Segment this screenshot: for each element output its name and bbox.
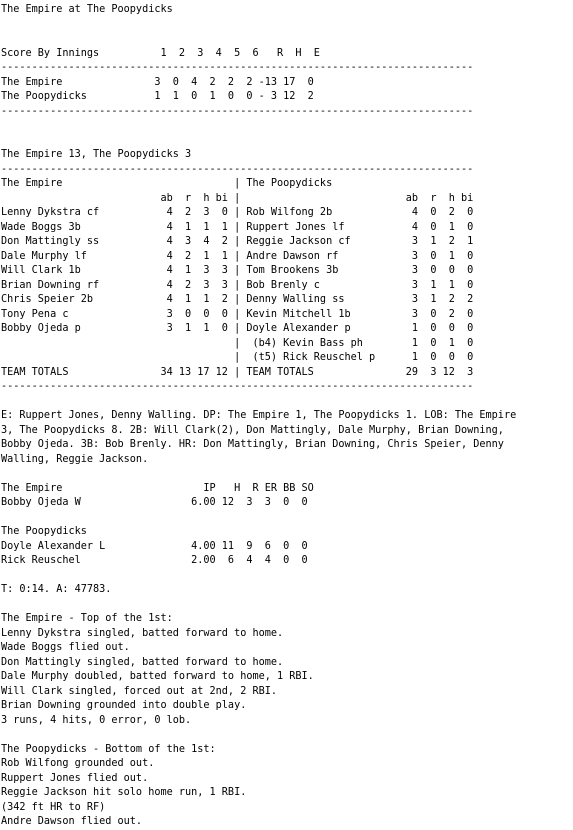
text-line: | (b4) Kevin Bass ph 1 0 1 0 — [1, 337, 474, 349]
blank-line — [1, 18, 516, 33]
text-line: 3 runs, 4 hits, 0 error, 0 lob. — [1, 714, 192, 726]
text-line: Will Clark 1b 4 1 3 3 | Tom Brookens 3b 3 0 0 0 — [1, 265, 474, 276]
blank-line — [1, 467, 516, 482]
text-line: 3, The Poopydicks 8. 2B: Will Clark(2), Don Mattingly, Dale Murphy, Brian Downing, — [1, 424, 504, 436]
text-line: Dale Murphy lf 4 2 1 1 | Andre Dawson rf 3 0 1 0 — [1, 250, 474, 262]
text-line: Score By Innings 1 2 3 4 5 6 R H E — [1, 47, 320, 59]
text-line: The Empire - Top of the 1st: — [1, 613, 173, 624]
text-line: Don Mattingly ss 4 3 4 2 | Reggie Jackson cf 3 1 2 1 — [1, 236, 474, 247]
text-line: Brian Downing rf 4 2 3 3 | Bob Brenly c 3 1 1 0 — [1, 279, 474, 291]
text-line: ab r h bi | ab r h bi — [1, 192, 474, 204]
text-line: The Empire 3 0 4 2 2 2 -13 17 0 — [1, 76, 314, 88]
text-line: The Empire IP H R ER BB SO — [1, 482, 314, 494]
text-line: The Poopydicks - Bottom of the 1st: — [1, 743, 216, 755]
text-line: The Empire | The Poopydicks — [1, 178, 333, 189]
text-line: (342 ft HR to RF) — [1, 801, 106, 813]
text-line: T: 0:14. A: 47783. — [1, 584, 112, 595]
blank-line — [1, 395, 516, 410]
text-line: Reggie Jackson hit solo home run, 1 RBI. — [1, 787, 247, 798]
text-line: Lenny Dykstra cf 4 2 3 0 | Rob Wilfong 2b 4 0 2 0 — [1, 207, 474, 218]
text-line: Walling, Reggie Jackson. — [1, 453, 149, 465]
separator-line: ----------------------------------------------------------------------------- — [1, 105, 474, 117]
text-line: The Empire at The Poopydicks — [1, 4, 173, 15]
text-line: Bobby Ojeda. 3B: Bob Brenly. HR: Don Mattingly, Brian Downing, Chris Speier, Denny — [1, 439, 504, 450]
blank-line — [1, 134, 516, 149]
text-line: Wade Boggs flied out. — [1, 642, 130, 653]
text-line: Tony Pena c 3 0 0 0 | Kevin Mitchell 1b 3 0 2 0 — [1, 308, 474, 320]
text-line: Brian Downing grounded into double play. — [1, 700, 247, 711]
text-line: Rob Wilfong grounded out. — [1, 758, 155, 769]
blank-line — [1, 119, 516, 134]
text-line: Dale Murphy doubled, batted forward to home, 1 RBI. — [1, 671, 314, 682]
text-line: Wade Boggs 3b 4 1 1 1 | Ruppert Jones lf 4 0 1 0 — [1, 221, 474, 233]
blank-line — [1, 511, 516, 526]
text-line: The Poopydicks 1 1 0 1 0 0 - 3 12 2 — [1, 91, 314, 102]
text-line: Bobby Ojeda W 6.00 12 3 3 0 0 — [1, 497, 308, 508]
text-line: Lenny Dykstra singled, batted forward to home. — [1, 627, 284, 639]
text-line: Bobby Ojeda p 3 1 1 0 | Doyle Alexander p 1 0 0 0 — [1, 323, 474, 334]
text-line: Chris Speier 2b 4 1 1 2 | Denny Walling ss 3 1 2 2 — [1, 294, 474, 305]
separator-line: ----------------------------------------------------------------------------- — [1, 163, 474, 175]
text-line: Andre Dawson flied out. — [1, 816, 143, 827]
separator-line: ----------------------------------------------------------------------------- — [1, 62, 474, 73]
text-line: TEAM TOTALS 34 13 17 12 | TEAM TOTALS 29 3 12 3 — [1, 366, 474, 378]
blank-line — [1, 598, 516, 613]
text-line: The Poopydicks — [1, 526, 87, 537]
blank-line — [1, 569, 516, 584]
text-line: The Empire 13, The Poopydicks 3 — [1, 149, 192, 160]
text-line: Ruppert Jones flied out. — [1, 772, 149, 784]
blank-line — [1, 728, 516, 743]
box-score-document — [1, 3, 516, 830]
text-line: E: Ruppert Jones, Denny Walling. DP: The Empire 1, The Poopydicks 1. LOB: The Empire — [1, 410, 517, 421]
text-line: Doyle Alexander L 4.00 11 9 6 0 0 — [1, 540, 308, 552]
text-line: Will Clark singled, forced out at 2nd, 2 RBI. — [1, 685, 278, 697]
text-line: Don Mattingly singled, batted forward to home. — [1, 656, 284, 668]
text-line: Rick Reuschel 2.00 6 4 4 0 0 — [1, 555, 308, 566]
separator-line: ----------------------------------------------------------------------------- — [1, 381, 474, 392]
text-line: | (t5) Rick Reuschel p 1 0 0 0 — [1, 352, 474, 363]
blank-line — [1, 32, 516, 47]
